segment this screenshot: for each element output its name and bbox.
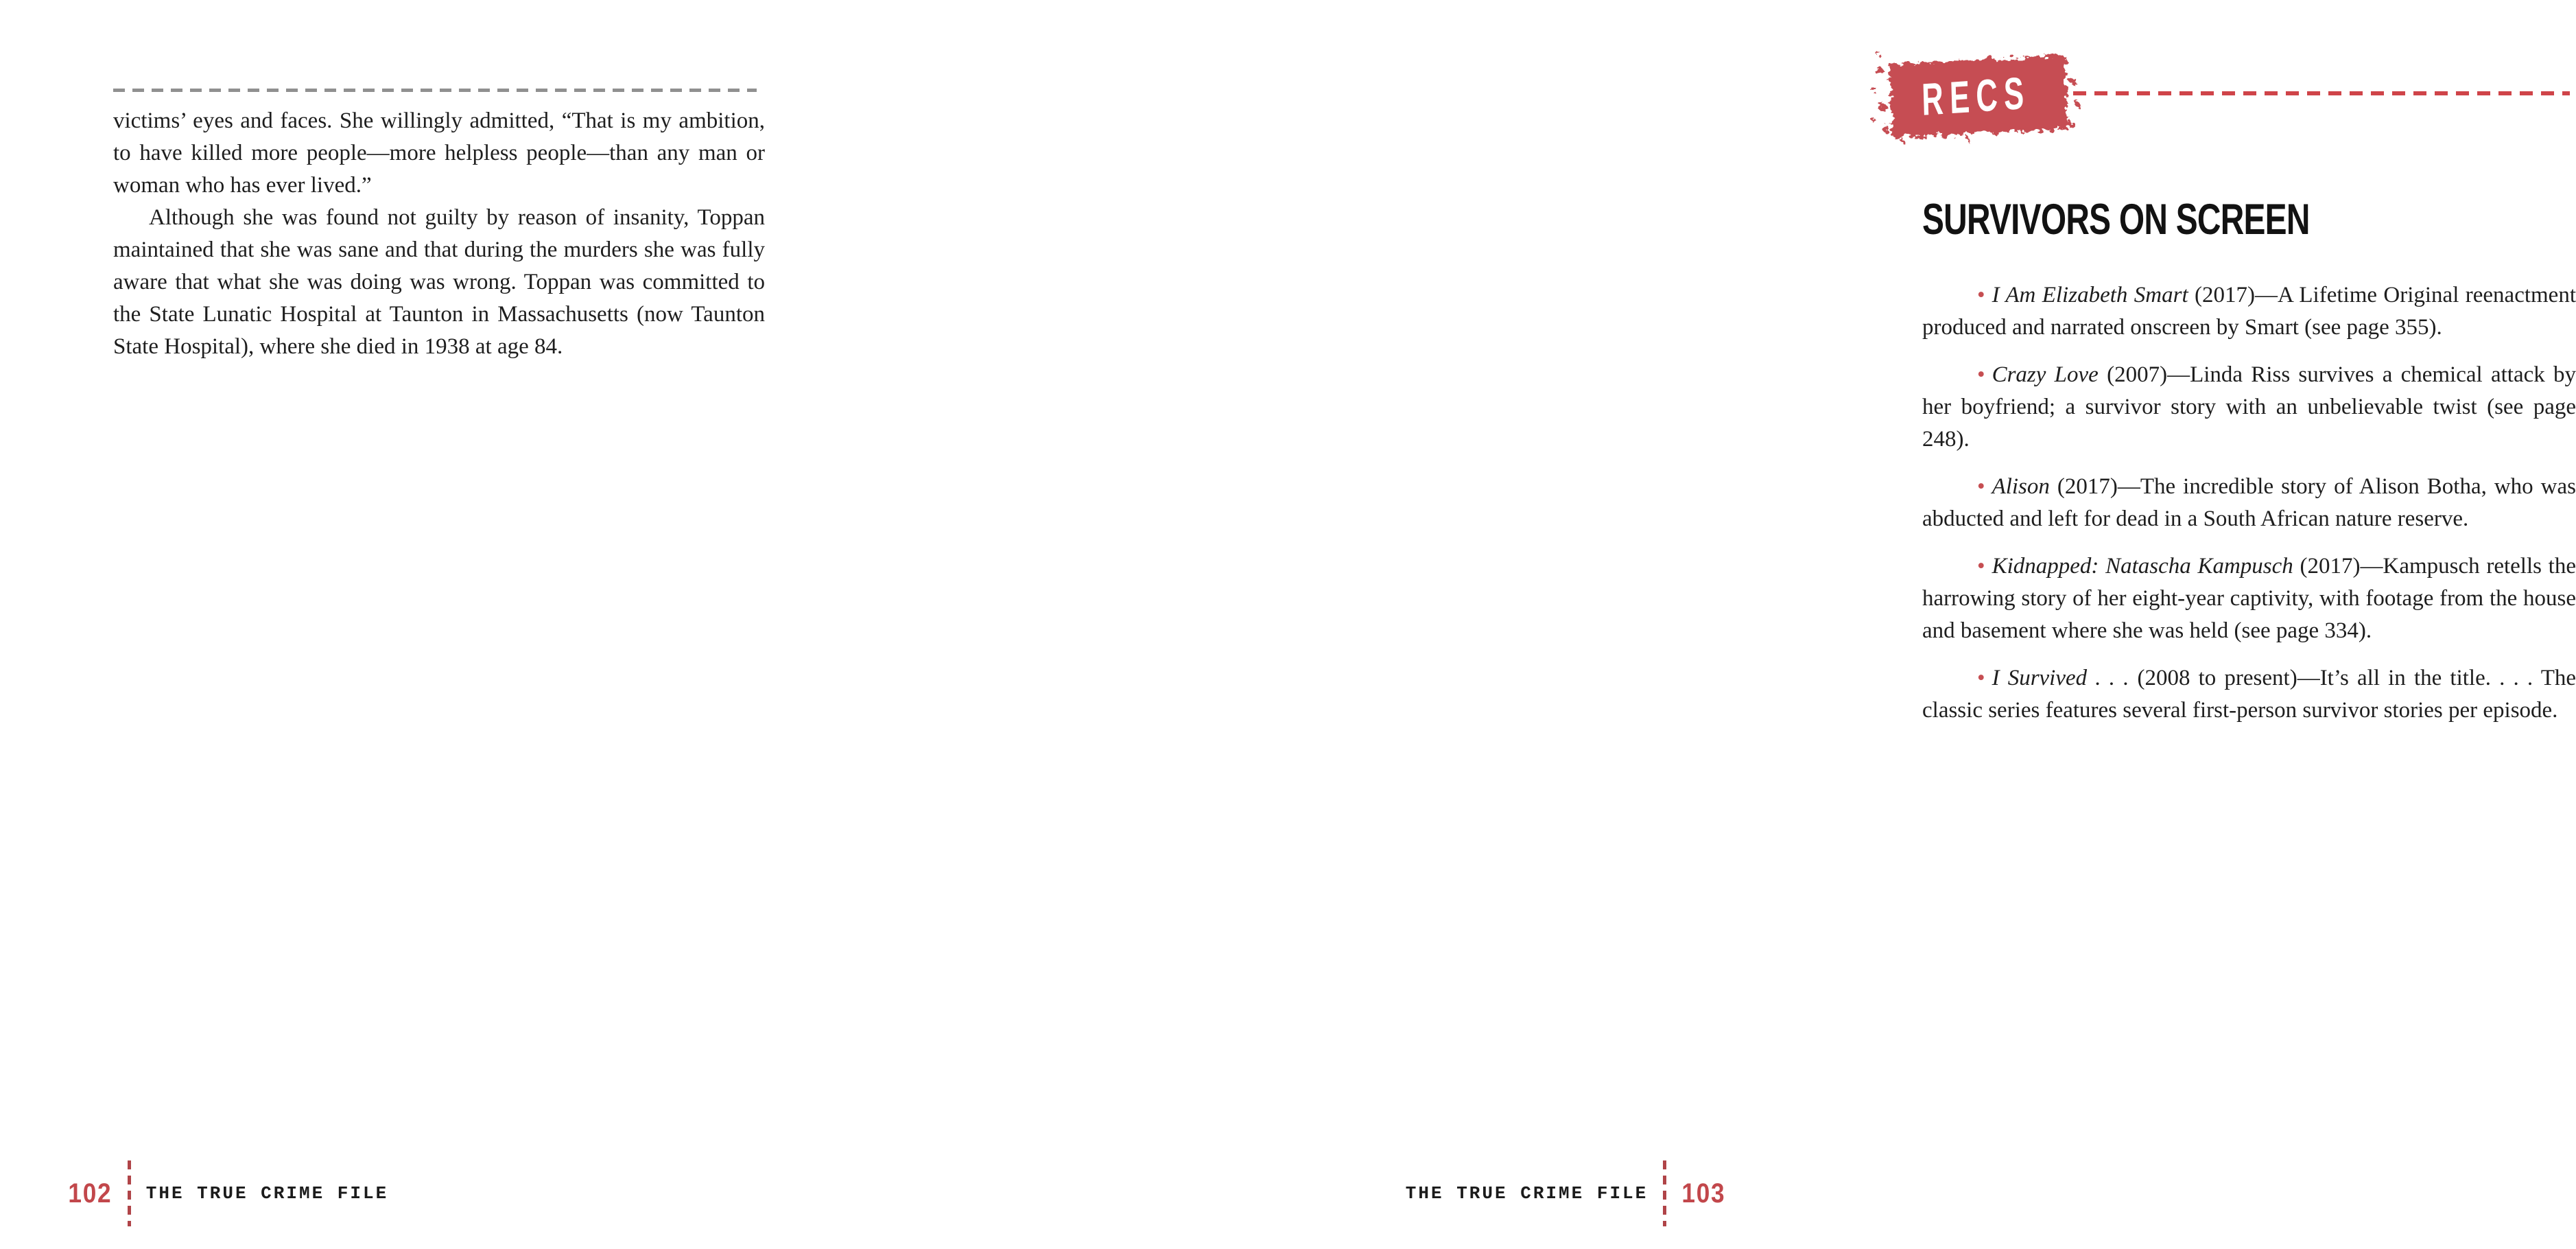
right-footer xyxy=(1406,1160,1729,1226)
rec-title: Crazy Love xyxy=(1992,362,2099,387)
recs-badge-label: RECS xyxy=(1921,67,2031,125)
left-body-text xyxy=(113,105,765,363)
section-heading xyxy=(1922,198,2432,242)
rec-item xyxy=(1922,550,2576,647)
rec-title: Kidnapped: Natascha Kampusch xyxy=(1992,554,2293,579)
page-right xyxy=(892,0,2576,1249)
running-title: THE TRUE CRIME FILE xyxy=(145,1183,389,1204)
rec-description: (2007)—Linda Riss survives a chemical attack by her boyfriend; a survivor story with an unbelievable twist (see page 248). xyxy=(1922,362,2576,452)
rec-description: (2017)—The incredible story of Alison Botha, who was abducted and left for dead in a South African nature reserve. xyxy=(1922,474,2576,531)
running-title: THE TRUE CRIME FILE xyxy=(1405,1183,1649,1204)
left-top-dashed-rule xyxy=(113,89,757,92)
paragraph: victims’ eyes and faces. She willingly admitted, “That is my ambition, to have killed more people—more helpless people—than any man or woman who has ever lived.” xyxy=(113,108,765,198)
rec-item xyxy=(1922,359,2576,456)
section-heading-text: SURVIVORS ON SCREEN xyxy=(1922,196,2310,244)
page-number-left: 102 xyxy=(68,1178,113,1209)
footer-dashed-divider xyxy=(1663,1160,1666,1226)
rec-title: I Survived . . . xyxy=(1992,666,2129,690)
rec-description: (2017)—Kampusch retells the harrowing story of her eight-year captivity, with footage from the house and basement where she was held (see page 334). xyxy=(1922,554,2576,643)
recs-list xyxy=(1922,279,2576,742)
rec-description: (2008 to present)—It’s all in the title. . . . The classic series features several first-person survivor stories per episode. xyxy=(1922,666,2576,723)
bullet-icon: • xyxy=(1977,362,1985,387)
rec-title: I Am Elizabeth Smart xyxy=(1992,283,2188,307)
paragraph: Although she was found not guilty by reason of insanity, Toppan maintained that she was sane and that during the murders she was fully aware that what she was doing was wrong. Toppan was committed to the State Lunatic Hospital at Taunton in Massachusetts (now Taunton State Hospital), where she died in 1938 at age 84. xyxy=(113,205,765,359)
rec-item xyxy=(1922,471,2576,535)
right-top-dashed-rule xyxy=(2073,91,2570,95)
page-left xyxy=(0,0,892,1249)
bullet-icon: • xyxy=(1977,554,1985,579)
rec-item xyxy=(1922,279,2576,344)
rec-description: (2017)—A Lifetime Original reenactment produced and narrated onscreen by Smart (see page 355). xyxy=(1922,283,2576,340)
bullet-icon: • xyxy=(1977,283,1985,307)
page-number-right: 103 xyxy=(1681,1178,1726,1209)
recs-badge xyxy=(1895,63,2051,129)
rec-item xyxy=(1922,662,2576,727)
footer-dashed-divider xyxy=(128,1160,131,1226)
bullet-icon: • xyxy=(1977,666,1985,690)
bullet-icon: • xyxy=(1977,474,1985,499)
left-footer xyxy=(65,1160,388,1226)
rec-title: Alison xyxy=(1992,474,2050,499)
